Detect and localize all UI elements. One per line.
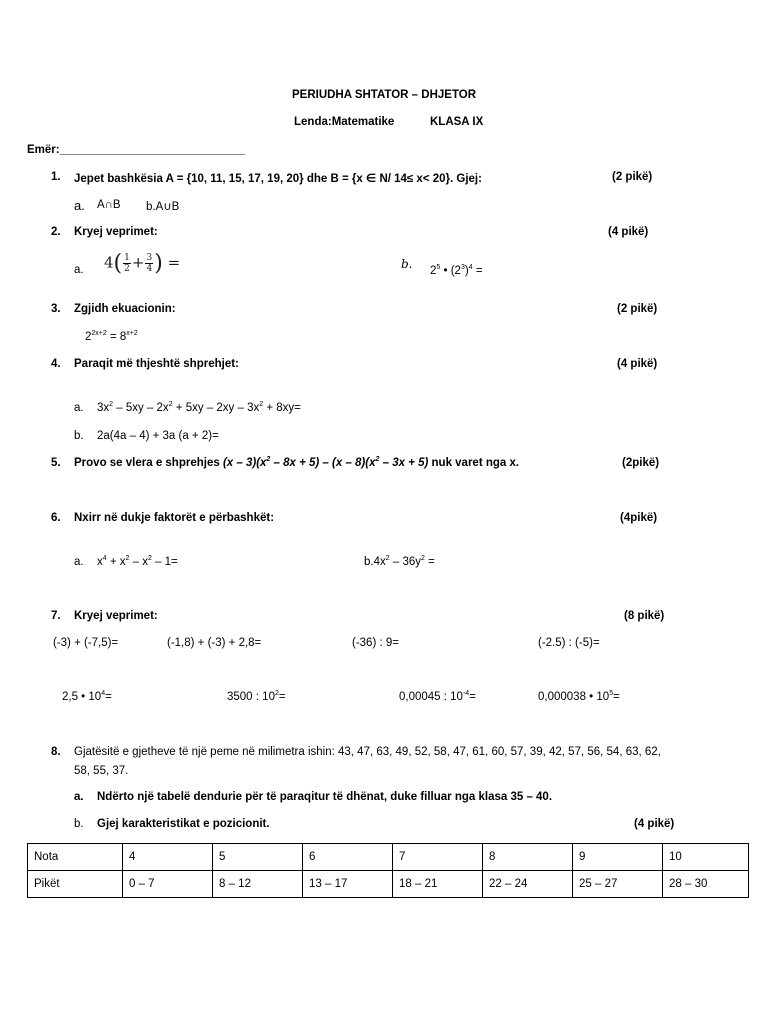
question-7-number: 7. (51, 610, 61, 622)
question-4-number: 4. (51, 358, 61, 370)
question-2-text: Kryej veprimet: (74, 226, 158, 238)
question-7-expr-7: 0,00045 : $10^{-4}=$ (399, 690, 476, 703)
question-1-points: (2 pikë) (612, 171, 653, 183)
question-1-text: Jepet bashkësia A = {10, 11, 15, 17, 19, 20} dhe B = {x ∈ N/ 14≤ x< 20}. Gjej: (74, 173, 482, 185)
table-cell: 8 (483, 844, 573, 871)
question-6-number: 6. (51, 512, 61, 524)
table-cell: 18 – 21 (393, 871, 483, 898)
question-4a-label: a. (74, 402, 84, 414)
question-1-number: 1. (51, 171, 61, 183)
question-5-text: Provo se vlera e shprehjes $(x - 3)(x^2 - 8x + 5) - (x - 8)(x^2 - 3x + 5)$ nuk varet nga x. (74, 456, 520, 469)
question-7-expr-8: 0,000038 • $10^5=$ (538, 690, 620, 703)
question-8-number: 8. (51, 746, 61, 758)
question-8a-label: a. (74, 791, 84, 803)
table-cell: 22 – 24 (483, 871, 573, 898)
question-3-equation: $2^{2x+2} = 8^{x+2}$ (85, 330, 138, 343)
question-7-expr-5: 2,5 • $10^4=$ (62, 690, 112, 703)
question-7-expr-1: (-3) + (-7,5)= (53, 637, 119, 649)
question-2-number: 2. (51, 226, 61, 238)
question-8-points: (4 pikë) (634, 818, 675, 830)
question-4b-expression: 2a(4a – 4) + 3a (a + 2)= (97, 430, 219, 442)
question-8-text-line1: Gjatësitë e gjetheve të një peme në milimetra ishin: 43, 47, 63, 49, 52, 58, 47, 61, 60, 57, 39, 42, 57, 56, 54, 63, 62, (74, 746, 661, 758)
question-1a-label: a. (74, 198, 85, 213)
table-cell: 5 (213, 844, 303, 871)
table-cell: 28 – 30 (663, 871, 749, 898)
grade-table (27, 843, 749, 898)
table-cell: 6 (303, 844, 393, 871)
question-2b-expression: $2^5$ • $(2^3)^4$ = (430, 264, 483, 277)
table-cell: 25 – 27 (573, 871, 663, 898)
question-7-points: (8 pikë) (624, 610, 665, 622)
table-row (28, 871, 749, 898)
question-5-points: (2pikë) (622, 457, 660, 469)
table-cell: 4 (123, 844, 213, 871)
question-7-expr-4: (-2.5) : (-5)= (538, 637, 600, 649)
question-8b-label: b. (74, 818, 84, 830)
question-4-text: Paraqit më thjeshtë shprehjet: (74, 358, 239, 370)
table-cell: Nota (28, 844, 123, 871)
question-6b-expression: $b.4x^2 - 36y^2$ = (364, 555, 435, 568)
question-3-text: Zgjidh ekuacionin: (74, 303, 176, 315)
name-field: Emër:_____________________________ (27, 144, 246, 156)
question-4-points: (4 pikë) (617, 358, 658, 370)
question-8b-text: Gjej karakteristikat e pozicionit. (97, 818, 270, 830)
question-7-expr-3: (-36) : 9= (352, 637, 399, 649)
table-cell: 0 – 7 (123, 871, 213, 898)
table-cell: 8 – 12 (213, 871, 303, 898)
question-6a-expression: $x^4 + x^2 - x^2 - 1=$ (97, 555, 178, 568)
question-1a-text: A∩B (97, 199, 121, 211)
question-2a-expression: 4( $\frac{1}{2}$ + $\frac{3}{4}$ ) = (104, 251, 181, 276)
question-1b-text: b.A∪B (146, 201, 180, 213)
question-5-number: 5. (51, 457, 61, 469)
question-6-points: (4pikë) (620, 512, 658, 524)
table-cell: 9 (573, 844, 663, 871)
question-2b-label: b. (401, 257, 413, 271)
question-4b-label: b. (74, 430, 84, 442)
question-7-expr-2: (-1,8) + (-3) + 2,8= (167, 637, 262, 649)
table-cell: 7 (393, 844, 483, 871)
question-3-number: 3. (51, 303, 61, 315)
page-title: PERIUDHA SHTATOR – DHJETOR (291, 89, 477, 101)
question-3-points: (2 pikë) (617, 303, 658, 315)
question-8-text-line2: 58, 55, 37. (74, 765, 129, 777)
subject-label: Lenda:Matematike (294, 116, 395, 128)
question-7-text: Kryej veprimet: (74, 610, 158, 622)
question-2a-label: a. (74, 264, 84, 276)
question-4a-expression: $3x^2 - 5xy - 2x^2 + 5xy - 2xy - 3x^2 + 8xy=$ (97, 401, 301, 414)
table-cell: 10 (663, 844, 749, 871)
question-7-expr-6: 3500 : $10^2=$ (227, 690, 286, 703)
table-cell: 13 – 17 (303, 871, 393, 898)
class-label: KLASA IX (430, 116, 484, 128)
question-8a-text: Ndërto një tabelë dendurie për të paraqitur të dhënat, duke filluar nga klasa 35 – 40. (97, 791, 553, 803)
question-6a-label: a. (74, 556, 84, 568)
question-2-points: (4 pikë) (608, 226, 649, 238)
table-row (28, 844, 749, 871)
table-cell: Pikët (28, 871, 123, 898)
question-6-text: Nxirr në dukje faktorët e përbashkët: (74, 512, 275, 524)
